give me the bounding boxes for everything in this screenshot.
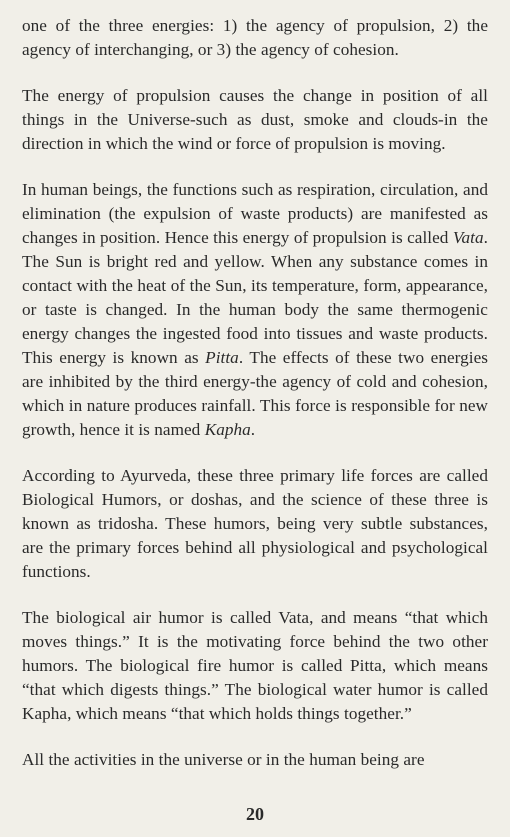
paragraph-human-energies [22, 178, 488, 442]
paragraph-energies-intro: one of the three energies: 1) the agency of propulsion, 2) the agency of interchanging, or 3) the agency of cohesion. [22, 16, 488, 59]
text-span: In human beings, the functions such as respiration, circulation, and elimination (the expulsion of waste products) are manifested as changes in position. Hence this energy of propulsion is called [22, 180, 488, 247]
paragraph-biological-humors: According to Ayurveda, these three primary life forces are called Biological Humors, or doshas, and the science of these three is known as tridosha. These humors, being very subtle substances, are the primary forces behind all physiological and psychological functions. [22, 466, 488, 581]
paragraph-propulsion: The energy of propulsion causes the change in position of all things in the Universe-such as dust, smoke and clouds-in the direction in which the wind or force of propulsion is moving. [22, 86, 488, 153]
paragraph-humor-definitions: The biological air humor is called Vata, and means “that which moves things.” It is the motivating force behind the two other humors. The biological fire humor is called Pitta, which means “that which digests things.” The biological water humor is called Kapha, which means “that which holds things together.” [22, 608, 488, 723]
term-kapha: Kapha [204, 420, 251, 439]
term-pitta: Pitta [205, 348, 239, 367]
text-span: . The Sun is bright red and yellow. When any substance comes in contact with the heat of the Sun, its temperature, form, appearance, or taste is changed. In the human body the same thermogenic energy changes the ingested food into tissues and waste products. This energy is known as [22, 228, 488, 367]
paragraph-activities: All the activities in the universe or in the human being are [22, 750, 425, 769]
term-vata: Vata [452, 228, 484, 247]
page-number: 20 [246, 804, 264, 824]
text-span: . [250, 420, 256, 439]
text-span: . The effects of these two energies are inhibited by the third energy-the agency of cold and cohesion, which in nature produces rainfall. This force is responsible for new growth, hence it is named [22, 348, 488, 439]
